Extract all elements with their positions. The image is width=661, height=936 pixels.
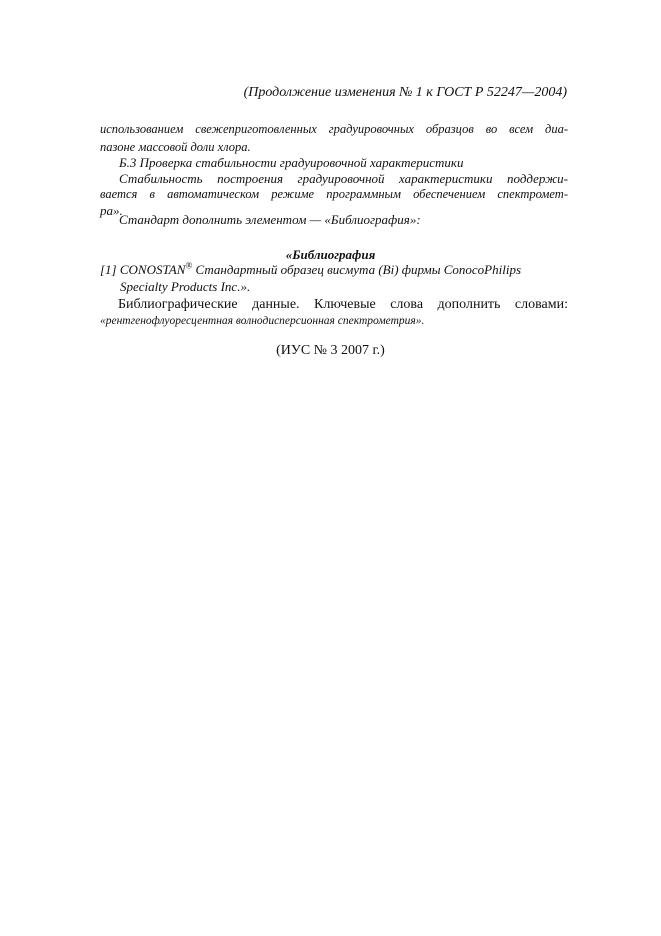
paragraph-1-line-2: пазоне массовой доли хлора.	[100, 140, 251, 154]
bibliography-ref-1	[100, 262, 521, 278]
ref-prefix: [1] CONOSTAN	[100, 262, 186, 277]
paragraph-2-line-3: ра».	[100, 203, 123, 218]
paragraph-3: Стандарт дополнить элементом — «Библиография»:	[119, 212, 421, 227]
bibliography-title: «Библиография	[285, 247, 376, 262]
bibliographic-data-line-2: «рентгенофлуоресцентная волнодисперсионная спектрометрия».	[100, 315, 425, 327]
paragraph-1-line-1: использованием свежеприготовленных градуировочных образцов во всем диа-	[100, 122, 568, 136]
page-header: (Продолжение изменения № 1 к ГОСТ Р 52247—2004)	[243, 85, 567, 100]
bibliographic-data-line-1: Библиографические данные. Ключевые слова дополнить словами:	[118, 297, 568, 312]
ref-rest: Стандартный образец висмута (Bi) фирмы ConocoPhilips	[192, 262, 522, 277]
paragraph-2-line-1: Стабильность построения градуировочной характеристики поддержи-	[119, 171, 568, 186]
section-heading-b3: Б.3 Проверка стабильности градуировочной характеристики	[119, 155, 464, 170]
paragraph-2-line-2: вается в автоматическом режиме программным обеспечением спектромет-	[100, 187, 568, 201]
bibliography-ref-1-line-2: Specialty Products Inc.».	[120, 279, 251, 294]
registered-mark: ®	[185, 260, 193, 271]
ius-footer: (ИУС № 3 2007 г.)	[276, 343, 385, 358]
